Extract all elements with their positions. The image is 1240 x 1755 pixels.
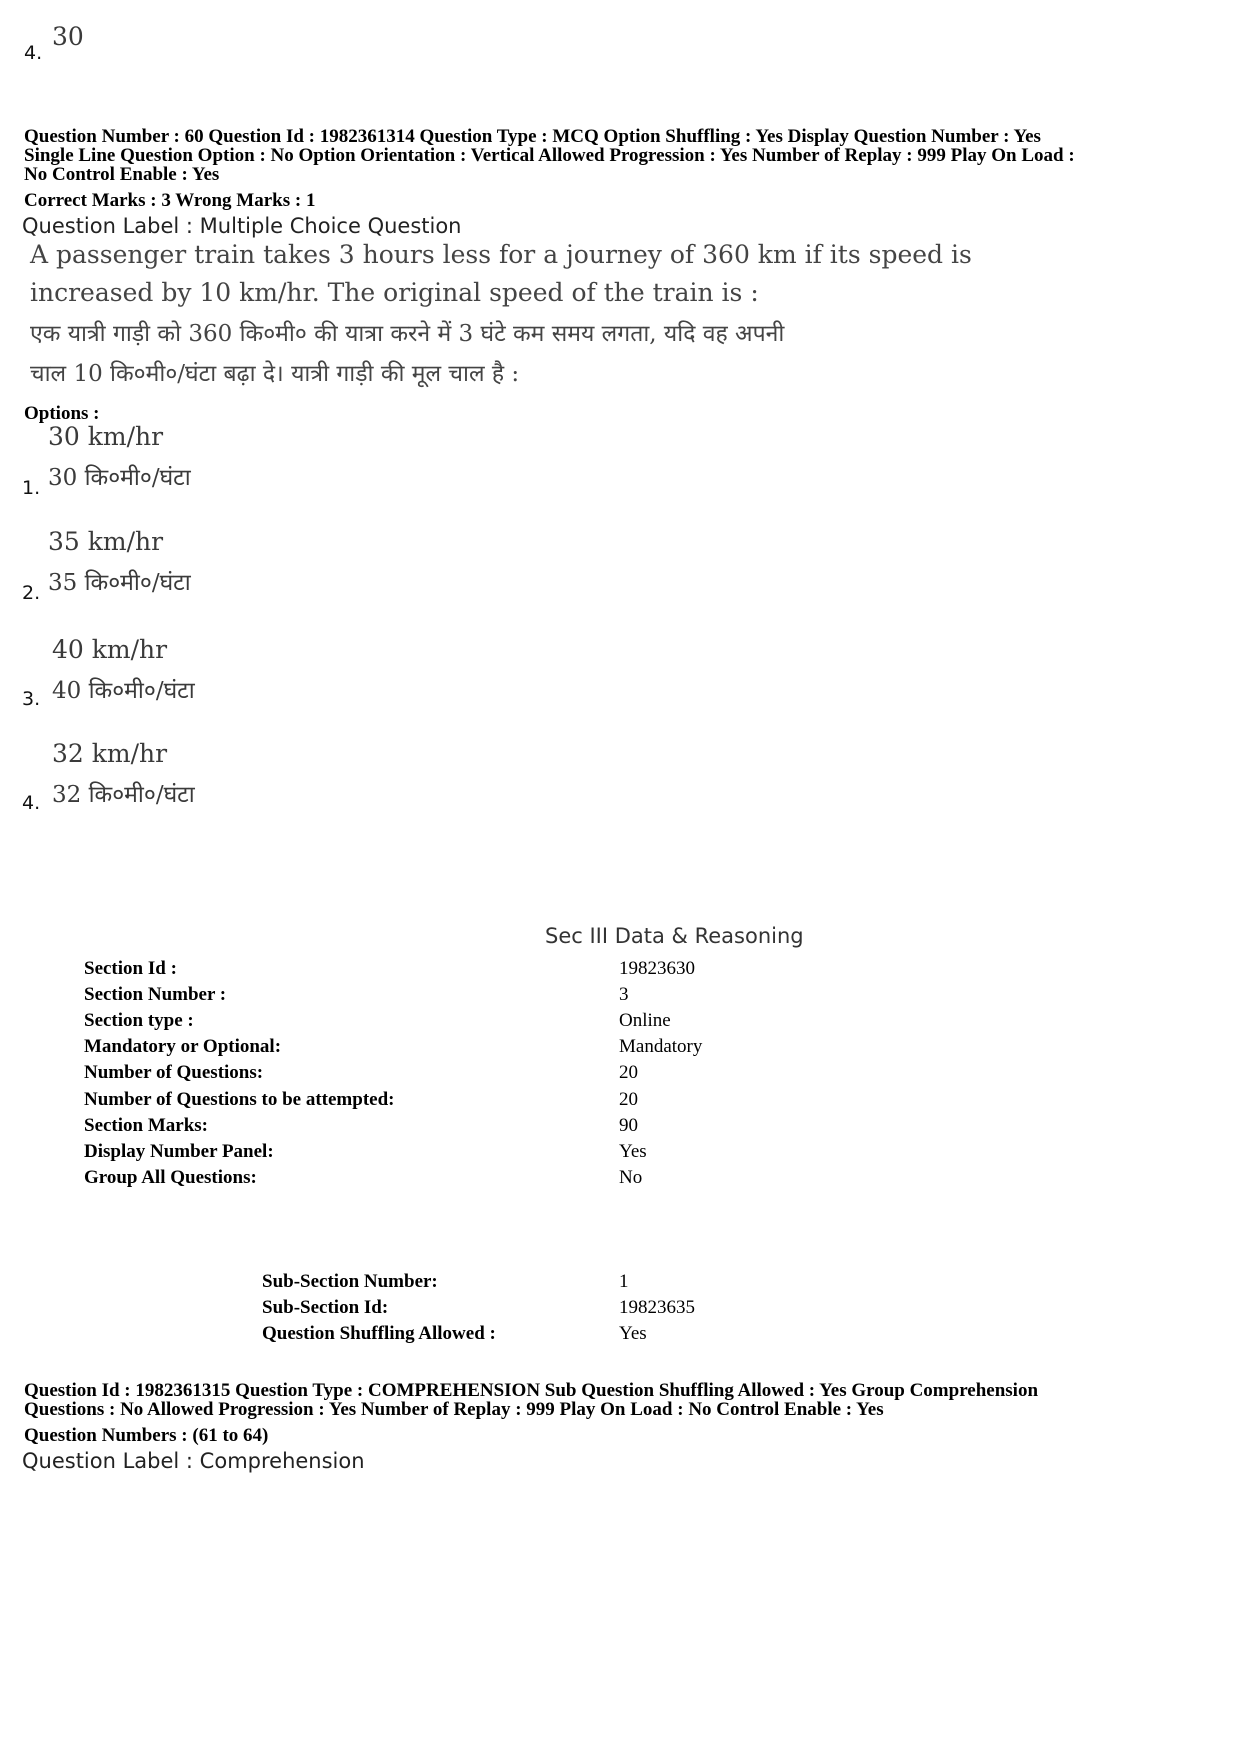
section-value: 90 — [619, 1115, 638, 1136]
option-1-hi: 30 कि०मी०/घंटा — [48, 465, 191, 491]
q60-meta-line3: No Control Enable : Yes — [24, 164, 220, 185]
q60-label: Question Label : Multiple Choice Question — [22, 214, 462, 238]
option-3-number: 3. — [22, 688, 41, 710]
option-3-hi: 40 कि०मी०/घंटा — [52, 678, 195, 704]
section-key: Section Number : — [84, 984, 227, 1005]
comprehension-label: Question Label : Comprehension — [22, 1449, 365, 1473]
q60-text-en-1: A passenger train takes 3 hours less for a journey of 360 km if its speed is — [30, 240, 972, 269]
q60-meta-line2: Single Line Question Option : No Option Orientation : Vertical Allowed Progression : Yes Number of Replay : 999 Play On Load : — [24, 145, 1075, 166]
option-3-en: 40 km/hr — [52, 635, 168, 664]
section-title: Sec III Data & Reasoning — [545, 924, 804, 948]
section-row — [84, 1115, 208, 1137]
q60-text-hi-2: चाल 10 कि०मी०/घंटा बढ़ा दे। यात्री गाड़ी की मूल चाल है : — [30, 361, 520, 387]
option-1-number: 1. — [22, 477, 41, 499]
section-row — [84, 1089, 395, 1111]
section-value: Online — [619, 1010, 671, 1031]
section-key: Section type : — [84, 1010, 194, 1031]
subsection-value: 1 — [619, 1271, 629, 1292]
section-value: Mandatory — [619, 1036, 703, 1057]
section-key: Group All Questions: — [84, 1167, 257, 1188]
section-value: No — [619, 1167, 643, 1188]
prev-option-number: 4. — [24, 42, 43, 64]
section-row — [84, 958, 177, 980]
comprehension-meta-line2: Questions : No Allowed Progression : Yes Number of Replay : 999 Play On Load : No Control Enable : Yes — [24, 1399, 884, 1420]
section-key: Section Marks: — [84, 1115, 209, 1136]
option-2-number: 2. — [22, 582, 41, 604]
comprehension-numbers: Question Numbers : (61 to 64) — [24, 1425, 269, 1446]
option-2-hi: 35 कि०मी०/घंटा — [48, 570, 191, 596]
subsection-key: Question Shuffling Allowed : — [262, 1323, 496, 1344]
subsection-row — [262, 1297, 388, 1319]
section-key: Number of Questions to be attempted: — [84, 1089, 395, 1110]
q60-text-en-2: increased by 10 km/hr. The original speed of the train is : — [30, 278, 759, 307]
section-row — [84, 1062, 263, 1084]
section-row — [84, 1141, 274, 1163]
subsection-row — [262, 1323, 496, 1345]
subsection-row — [262, 1271, 438, 1293]
q60-marks: Correct Marks : 3 Wrong Marks : 1 — [24, 190, 316, 211]
comprehension-meta-line1: Question Id : 1982361315 Question Type : COMPREHENSION Sub Question Shuffling Allowed : Yes Group Comprehension — [24, 1380, 1039, 1401]
option-1-en: 30 km/hr — [48, 422, 164, 451]
option-4-number: 4. — [22, 792, 41, 814]
section-key: Number of Questions: — [84, 1062, 264, 1083]
subsection-value: Yes — [619, 1323, 647, 1344]
section-key: Section Id : — [84, 958, 177, 979]
options-heading: Options : — [24, 403, 100, 424]
option-4-en: 32 km/hr — [52, 739, 168, 768]
section-value: 20 — [619, 1089, 638, 1110]
subsection-value: 19823635 — [619, 1297, 695, 1318]
subsection-key: Sub-Section Number: — [262, 1271, 438, 1292]
section-key: Display Number Panel: — [84, 1141, 274, 1162]
option-2-en: 35 km/hr — [48, 527, 164, 556]
subsection-key: Sub-Section Id: — [262, 1297, 389, 1318]
section-row — [84, 1010, 194, 1032]
section-key: Mandatory or Optional: — [84, 1036, 282, 1057]
section-row — [84, 1036, 281, 1058]
section-value: 3 — [619, 984, 629, 1005]
option-4-hi: 32 कि०मी०/घंटा — [52, 782, 195, 808]
section-value: Yes — [619, 1141, 647, 1162]
section-row — [84, 984, 226, 1006]
section-value: 20 — [619, 1062, 638, 1083]
section-row — [84, 1167, 257, 1189]
prev-option-value: 30 — [52, 22, 84, 51]
q60-meta-line1: Question Number : 60 Question Id : 1982361314 Question Type : MCQ Option Shuffling : Yes Display Question Number : Yes — [24, 126, 1041, 147]
section-value: 19823630 — [619, 958, 695, 979]
q60-text-hi-1: एक यात्री गाड़ी को 360 कि०मी० की यात्रा करने में 3 घंटे कम समय लगता, यदि वह अपनी — [30, 321, 785, 347]
